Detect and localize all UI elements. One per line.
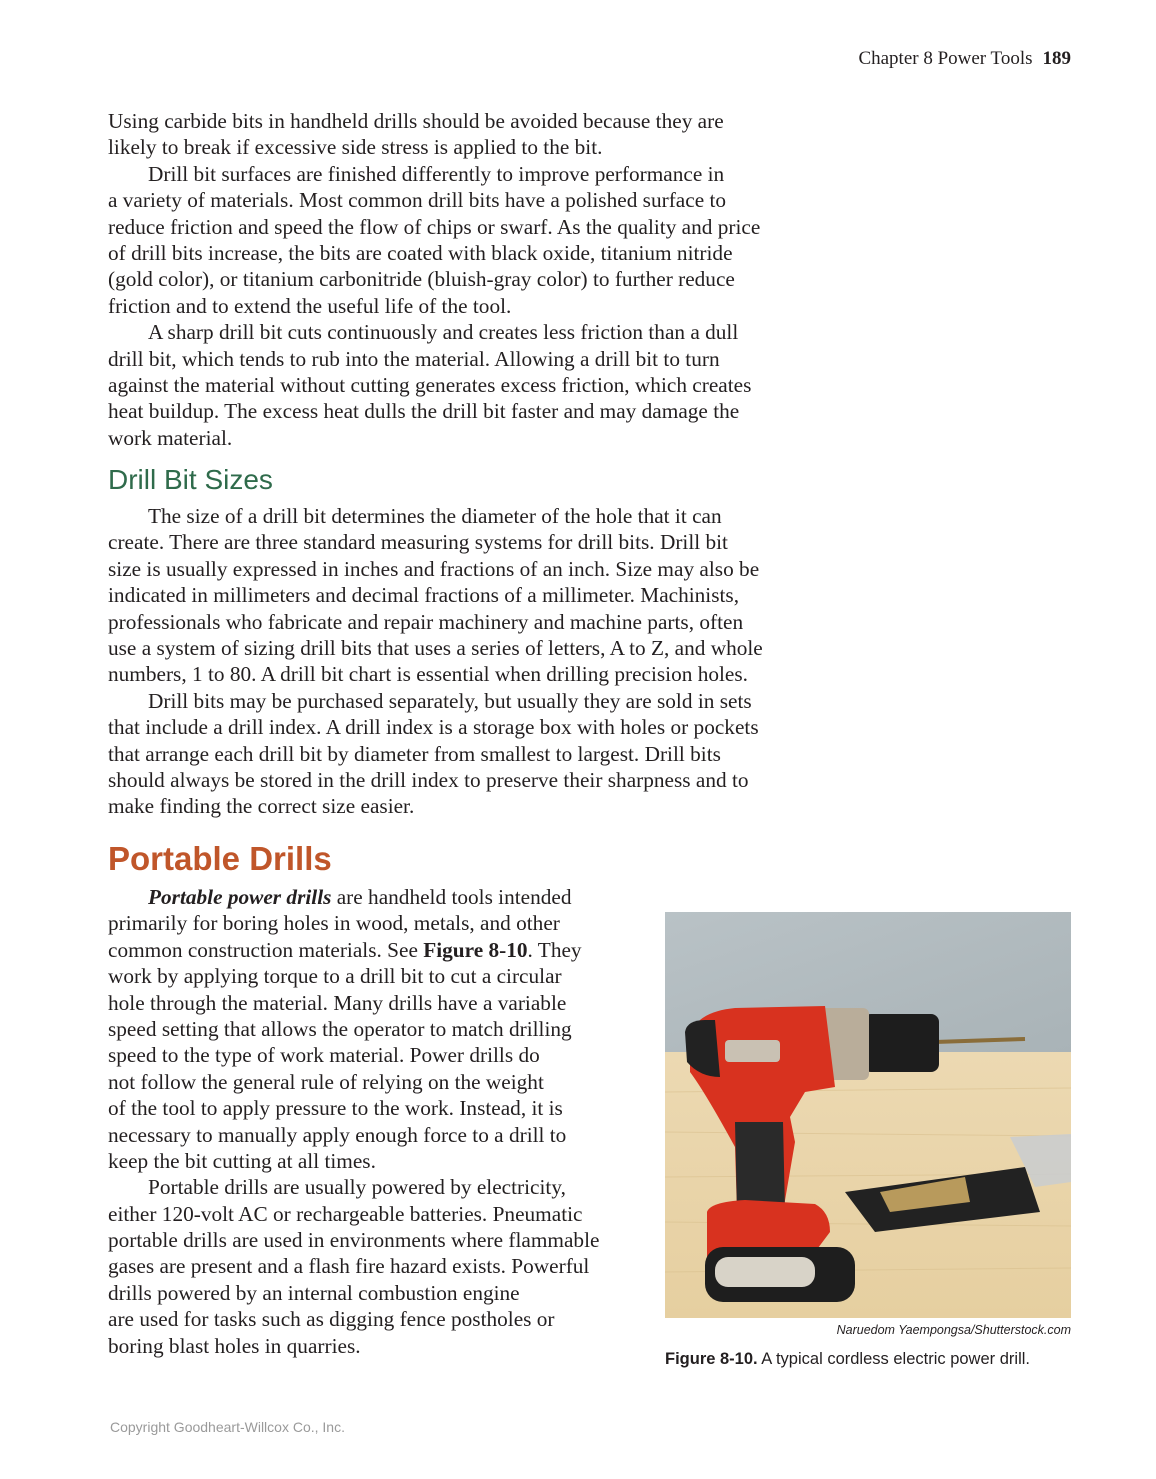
- text-segment: . They: [527, 937, 582, 962]
- text-line: Drill bit surfaces are finished differently to improve performance in: [148, 161, 725, 186]
- text-line: Drill bits may be purchased separately, but usually they are sold in sets: [148, 688, 752, 713]
- text-line: create. There are three standard measuring systems for drill bits. Drill bit: [108, 530, 728, 555]
- text-line: The size of a drill bit determines the diameter of the hole that it can: [148, 504, 722, 528]
- text-line: numbers, 1 to 80. A drill bit chart is essential when drilling precision holes.: [108, 662, 748, 687]
- text-line: are used for tasks such as digging fence postholes or: [108, 1307, 555, 1332]
- text-line: should always be stored in the drill index to preserve their sharpness and to: [108, 767, 749, 792]
- text-line: professionals who fabricate and repair machinery and machine parts, often: [108, 609, 744, 634]
- chapter-title: Chapter 8 Power Tools: [858, 48, 1033, 69]
- drill-bit-sizes-text: [108, 503, 763, 820]
- text-line: drills powered by an internal combustion engine: [108, 1280, 520, 1305]
- running-header: [858, 48, 1071, 70]
- key-term: Portable power drills: [148, 885, 332, 909]
- text-line: work material.: [108, 425, 233, 450]
- intro-text: [108, 108, 760, 451]
- text-line: friction and to extend the useful life of the tool.: [108, 293, 512, 318]
- text-line: speed setting that allows the operator to match drilling: [108, 1016, 572, 1041]
- text-segment: common construction materials. See: [108, 937, 424, 962]
- text-line: speed to the type of work material. Power drills do: [108, 1043, 540, 1068]
- text-line: a variety of materials. Most common drill bits have a polished surface to: [108, 188, 727, 213]
- text-line: primarily for boring holes in wood, metals, and other: [108, 911, 560, 936]
- text-line: portable drills are used in environments where flammable: [108, 1228, 600, 1253]
- text-line: size is usually expressed in inches and fractions of an inch. Size may also be: [108, 556, 760, 581]
- text-line: likely to break if excessive side stress is applied to the bit.: [108, 135, 603, 160]
- text-line: indicated in millimeters and decimal fractions of a millimeter. Machinists,: [108, 583, 740, 608]
- text-line: Using carbide bits in handheld drills should be avoided because they are: [108, 109, 724, 133]
- text-segment: are handheld tools intended: [331, 885, 572, 909]
- text-line: hole through the material. Many drills have a variable: [108, 990, 567, 1015]
- text-line: A sharp drill bit cuts continuously and creates less friction than a dull: [148, 320, 739, 345]
- text-line: work by applying torque to a drill bit to cut a circular: [108, 964, 562, 989]
- subheading-drill-bit-sizes: Drill Bit Sizes: [108, 464, 273, 495]
- text-line: drill bit, which tends to rub into the material. Allowing a drill bit to turn: [108, 346, 720, 371]
- drill-photo: [665, 912, 1071, 1318]
- text-line: [108, 884, 599, 910]
- portable-drills-text: [108, 884, 599, 1359]
- text-line: heat buildup. The excess heat dulls the drill bit faster and may damage the: [108, 399, 740, 424]
- text-line: gases are present and a flash fire hazard exists. Powerful: [108, 1254, 590, 1279]
- text-line: keep the bit cutting at all times.: [108, 1148, 376, 1173]
- text-line: necessary to manually apply enough force to a drill to: [108, 1122, 567, 1147]
- text-line: that arrange each drill bit by diameter from smallest to largest. Drill bits: [108, 741, 721, 766]
- cordless-drill-illustration: [665, 912, 1071, 1318]
- text-line: use a system of sizing drill bits that uses a series of letters, A to Z, and whole: [108, 635, 763, 660]
- text-line: of the tool to apply pressure to the work. Instead, it is: [108, 1096, 563, 1121]
- photo-credit: Naruedom Yaempongsa/Shutterstock.com: [836, 1323, 1071, 1337]
- page-number: 189: [1042, 48, 1071, 69]
- text-line: either 120-volt AC or rechargeable batteries. Pneumatic: [108, 1201, 583, 1226]
- text-line: [108, 937, 599, 963]
- text-line: reduce friction and speed the flow of chips or swarf. As the quality and price: [108, 214, 761, 239]
- text-line: against the material without cutting generates excess friction, which creates: [108, 372, 752, 397]
- text-line: make finding the correct size easier.: [108, 794, 415, 819]
- text-line: (gold color), or titanium carbonitride (bluish-gray color) to further reduce: [108, 267, 735, 292]
- caption-text: A typical cordless electric power drill.: [757, 1350, 1030, 1368]
- figure-label: Figure 8-10.: [665, 1350, 758, 1368]
- figure-reference[interactable]: Figure 8-10: [423, 937, 528, 962]
- text-line: boring blast holes in quarries.: [108, 1333, 361, 1358]
- copyright-footer: Copyright Goodheart-Willcox Co., Inc.: [110, 1419, 345, 1435]
- figure-caption: [665, 1350, 1030, 1369]
- text-line: not follow the general rule of relying on the weight: [108, 1069, 544, 1094]
- text-line: that include a drill index. A drill index is a storage box with holes or pockets: [108, 715, 759, 740]
- heading-portable-drills: Portable Drills: [108, 840, 332, 877]
- text-line: of drill bits increase, the bits are coated with black oxide, titanium nitride: [108, 240, 733, 265]
- text-line: Portable drills are usually powered by electricity,: [148, 1175, 566, 1200]
